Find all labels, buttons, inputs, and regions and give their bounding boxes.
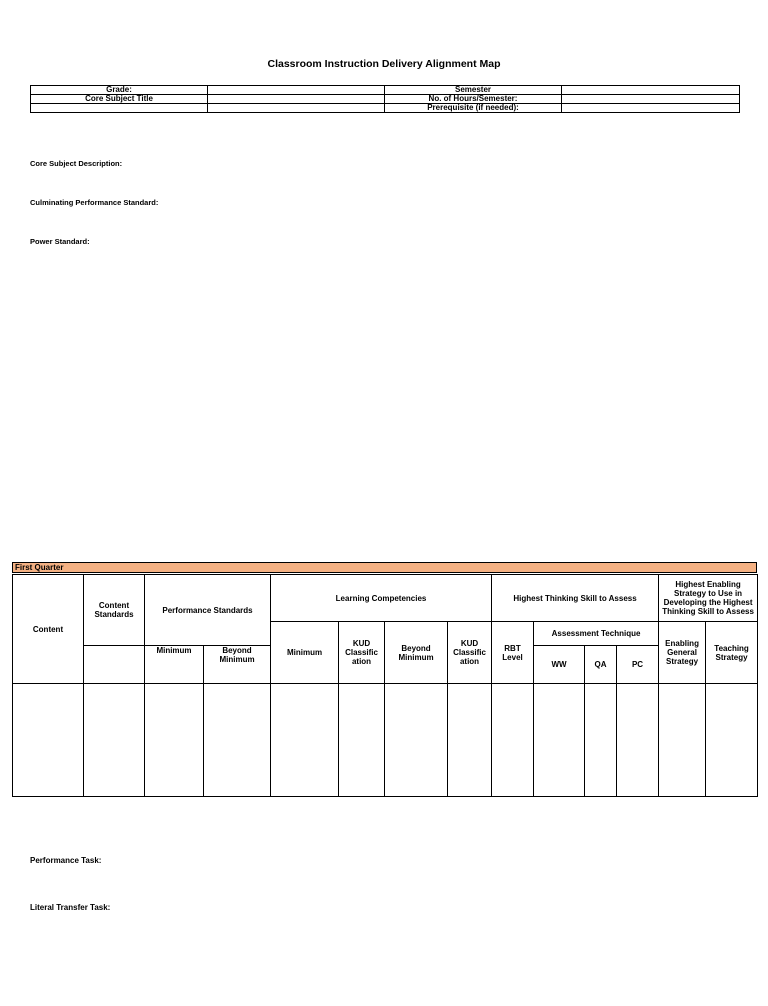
header-rbt-level: RBT Level xyxy=(492,622,534,684)
cell-ww[interactable] xyxy=(534,684,585,797)
cell-ps-beyond[interactable] xyxy=(204,684,271,797)
cell-lc-beyond[interactable] xyxy=(385,684,448,797)
cell-ps-minimum[interactable] xyxy=(145,684,204,797)
header-enabling-general-strategy: Enabling General Strategy xyxy=(659,622,706,684)
header-content-standards: Content Standards xyxy=(84,575,145,646)
header-lc-minimum: Minimum xyxy=(271,622,339,684)
cell-enabling-general[interactable] xyxy=(659,684,706,797)
header-assessment-technique: Assessment Technique xyxy=(534,622,659,646)
hours-label: No. of Hours/Semester: xyxy=(385,95,562,104)
header-ps-minimum: Minimum xyxy=(145,646,204,684)
cell-rbt-level[interactable] xyxy=(492,684,534,797)
core-subject-title-label: Core Subject Title xyxy=(31,95,208,104)
empty-value-cell[interactable] xyxy=(208,104,385,113)
quarter-header: First Quarter xyxy=(12,562,757,573)
cell-pc[interactable] xyxy=(617,684,659,797)
cell-teaching-strategy[interactable] xyxy=(706,684,758,797)
header-lc-kud-2: KUD Classific ation xyxy=(448,622,492,684)
header-ww: WW xyxy=(534,646,585,684)
header-ps-beyond: Beyond Minimum xyxy=(204,646,271,684)
header-lc-kud-1: KUD Classific ation xyxy=(339,622,385,684)
grade-label: Grade: xyxy=(31,86,208,95)
empty-label-cell xyxy=(31,104,208,113)
prerequisite-value-cell[interactable] xyxy=(562,104,740,113)
subject-info-table xyxy=(30,85,740,113)
header-qa: QA xyxy=(585,646,617,684)
core-subject-title-value-cell[interactable] xyxy=(208,95,385,104)
header-highest-thinking-skill: Highest Thinking Skill to Assess xyxy=(492,575,659,622)
grade-value-cell[interactable] xyxy=(208,86,385,95)
prerequisite-label: Prerequisite (if needed): xyxy=(385,104,562,113)
power-standard-label: Power Standard: xyxy=(30,237,90,246)
header-performance-standards: Performance Standards xyxy=(145,575,271,646)
header-content: Content xyxy=(13,575,84,684)
header-highest-enabling-strategy: Highest Enabling Strategy to Use in Developing the Highest Thinking Skill to Assess xyxy=(659,575,758,622)
cell-content[interactable] xyxy=(13,684,84,797)
cell-lc-kud-2[interactable] xyxy=(448,684,492,797)
header-lc-beyond: Beyond Minimum xyxy=(385,622,448,684)
page-title: Classroom Instruction Delivery Alignment Map xyxy=(267,58,501,70)
content-standards-continued xyxy=(84,646,145,684)
cell-content-standards[interactable] xyxy=(84,684,145,797)
semester-value-cell[interactable] xyxy=(562,86,740,95)
cell-qa[interactable] xyxy=(585,684,617,797)
header-teaching-strategy: Teaching Strategy xyxy=(706,622,758,684)
cell-lc-minimum[interactable] xyxy=(271,684,339,797)
cell-lc-kud-1[interactable] xyxy=(339,684,385,797)
header-pc: PC xyxy=(617,646,659,684)
header-learning-competencies: Learning Competencies xyxy=(271,575,492,622)
hours-value-cell[interactable] xyxy=(562,95,740,104)
literal-transfer-task-label: Literal Transfer Task: xyxy=(30,903,111,912)
semester-label: Semester xyxy=(385,86,562,95)
alignment-map-table xyxy=(12,574,758,797)
culminating-standard-label: Culminating Performance Standard: xyxy=(30,198,159,207)
performance-task-label: Performance Task: xyxy=(30,856,102,865)
core-subject-description-label: Core Subject Description: xyxy=(30,159,123,168)
